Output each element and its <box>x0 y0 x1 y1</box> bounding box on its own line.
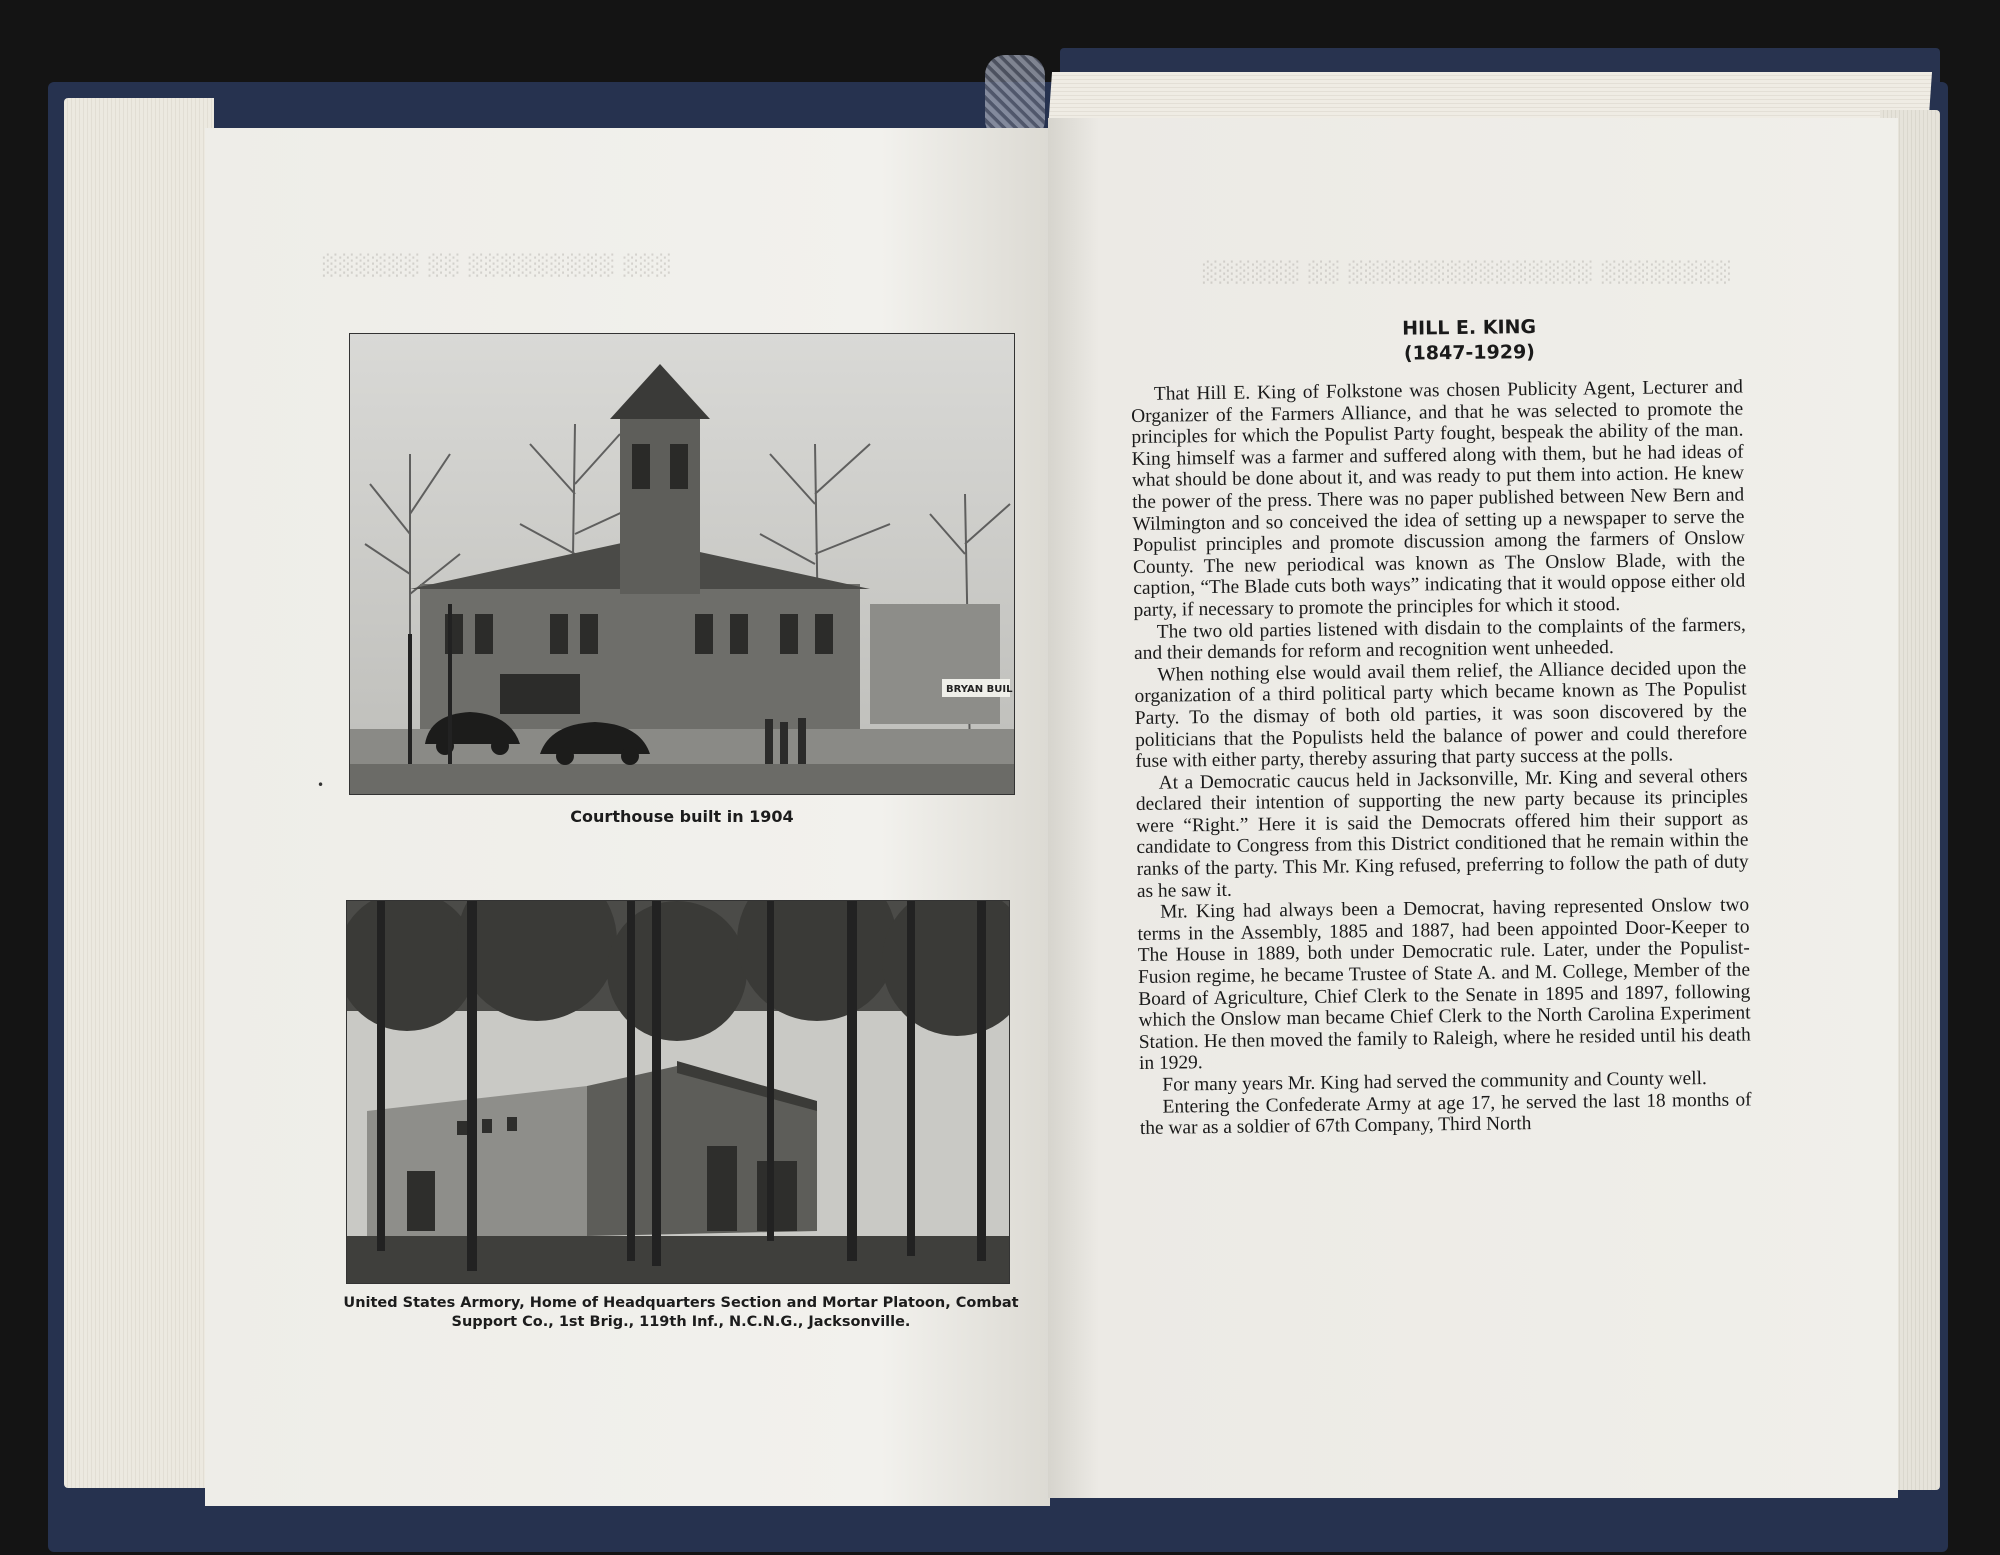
courthouse-photo <box>349 333 1015 795</box>
armory-photo-icon <box>347 901 1010 1284</box>
paragraph-2: The two old parties listened with disdain to the complaints of the farmers, and their demands for reform and recognition went unheeded. <box>1133 614 1746 665</box>
armory-photo <box>346 900 1010 1284</box>
biography-heading <box>1196 313 1743 370</box>
paragraph-1: That Hill E. King of Folkstone was chosen Publicity Agent, Lecturer and Organizer of the Farmers Alliance, and that he was selected to promote the principles for which the Populist Party fought, bespeak the ability of the man. King himself was a farmer and suffered along with them, but he had ideas of what should be done about it, and was ready to put them into action. He knew the power of the press. There was no paper published between New Bern and Wilmington and so conceived the idea of setting up a newspaper to serve the Populist principles and promote discussion among the farmers of Onslow County. The new periodical was known as The Onslow Blade, with the caption, “The Blade cuts both ways” indicating that it would oppose either old party, if necessary to promote the principles for which it stood. <box>1131 376 1746 621</box>
paragraph-3: When nothing else would avail them relief, the Alliance decided upon the organization of a third political party which became known as The Populist Party. To the dismay of both old parties, it was soon discovered by the politicians that the Populists held the balance of power and could therefore fuse with either party, thereby assuring that party success at the polls. <box>1134 657 1748 773</box>
courthouse-caption: Courthouse built in 1904 <box>570 807 794 826</box>
paragraph-7: Entering the Confederate Army at age 17, he served the last 18 months of the war as a soldier of 67th Company, Third North <box>1139 1089 1752 1140</box>
heading-dates: (1847-1929) <box>1403 341 1536 365</box>
page-edges-left <box>64 98 214 1488</box>
margin-mark: • <box>317 778 325 792</box>
paragraph-5: Mr. King had always been a Democrat, having represented Onslow two terms in the Assembly, 1885 and 1887, had been appointed Door-Keeper to The House in 1889, both under Democratic rule. Later, under the Populist-Fusion regime, he became Trustee of State A. and M. College, Member of the Board of Agriculture, Chief Clerk to the Senate in 1895 and 1897, following which the Onslow man became Chief Clerk to the North Carolina Experiment Station. He then moved the family to Raleigh, where he resided until his death in 1929. <box>1137 894 1751 1075</box>
armory-caption <box>336 1294 1026 1332</box>
biography-text <box>1130 313 1752 1140</box>
armory-caption-line-2: Support Co., 1st Brig., 119th Inf., N.C.N.G., Jacksonville. <box>451 1314 911 1330</box>
bleed-through-text-right: ░░░░░░░░ ░░░░░░░░░░░░░░░ ░░ ░░░░░░ <box>1200 260 1730 284</box>
paragraph-6: For many years Mr. King had served the community and County well. <box>1162 1068 1707 1096</box>
bleed-through-text-left: ░░░ ░░░░░░░░░ ░░ ░░░░░░ <box>320 253 670 277</box>
paragraph-4: At a Democratic caucus held in Jacksonville, Mr. King and several others declared their intention of supporting the new party because its principles were “Right.” Here it is said the Democrats offered him their support as candidate to Congress from this District conditioned that he remain within the ranks of the party. This Mr. King refused, preferring to follow the path of duty as he saw it. <box>1135 765 1749 902</box>
courthouse-photo-icon <box>350 334 1015 795</box>
heading-name: HILL E. KING <box>1402 316 1537 340</box>
bryan-building-sign: BRYAN BUIL <box>946 684 1013 695</box>
armory-caption-line-1: United States Armory, Home of Headquarters Section and Mortar Platoon, Combat <box>343 1295 1019 1311</box>
